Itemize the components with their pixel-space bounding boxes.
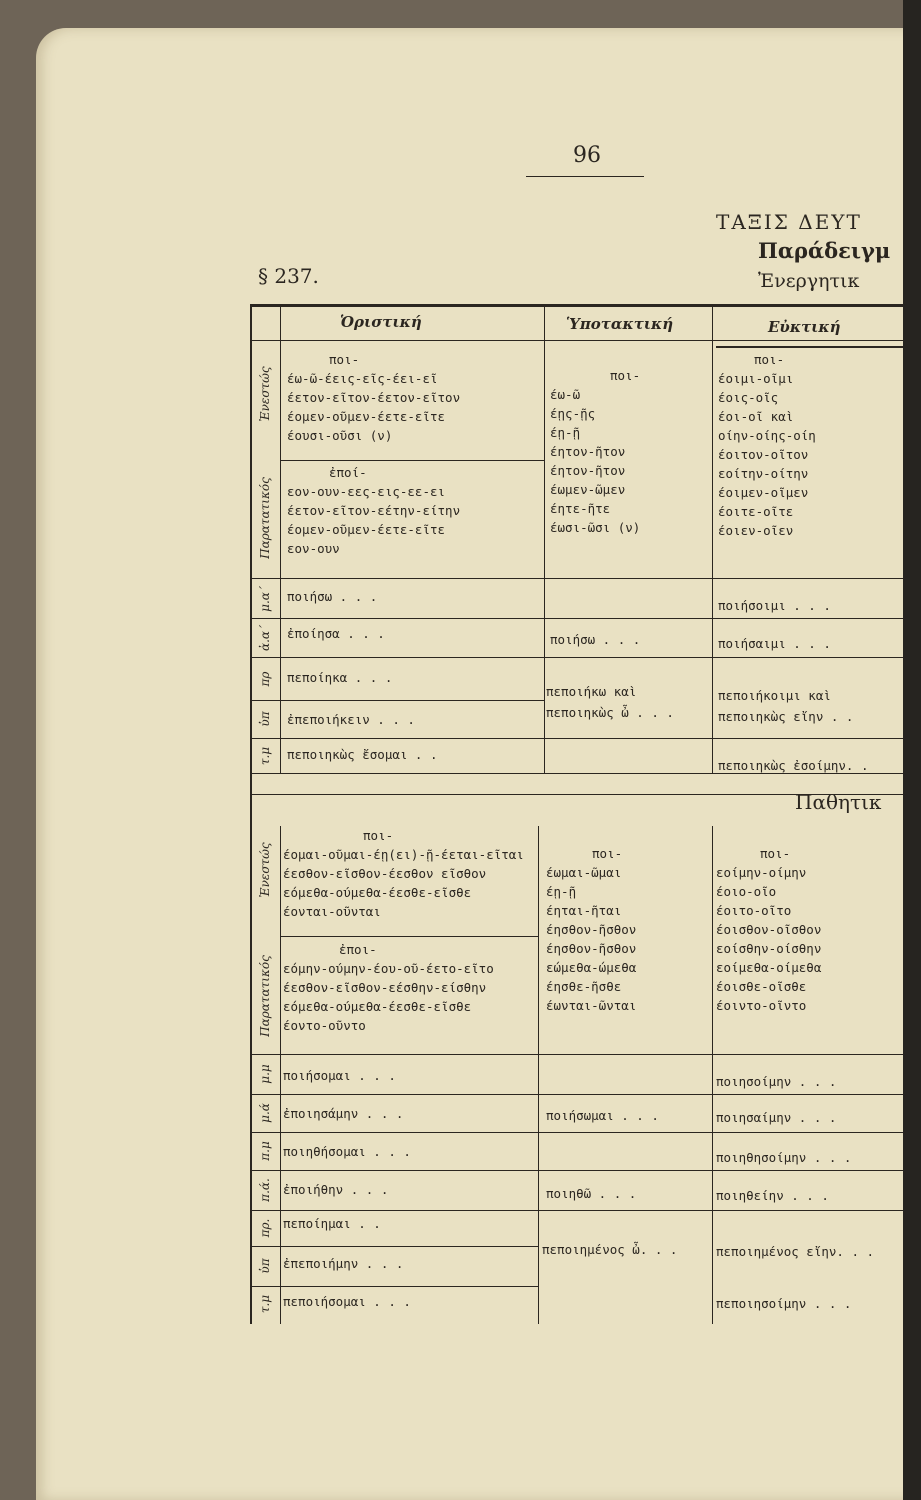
row-label: πρ. [258, 1218, 272, 1238]
row-euktiki: πεποιησοίμην . . . [716, 1296, 852, 1311]
row-oristiki: ἐπεποιήμην . . . [283, 1256, 404, 1271]
passive-ypotaktiki-column-rule [538, 826, 539, 1324]
row-label: μ.ά [258, 1103, 272, 1123]
header-euktiki-rule [716, 346, 903, 348]
row-euktiki: πεποιηκὼς εἴην . . [718, 709, 854, 724]
form-line: εόμεθα-ούμεθα-έεσθε-εῖσθε [283, 885, 472, 900]
form-line: εόμην-ούμην-έου-οῦ-έετο-εῖτο [283, 961, 494, 976]
form-line: έετον-εῖτον-έετον-εῖτον [287, 390, 461, 405]
column-header-oristiki: Ὁριστική [340, 313, 422, 331]
stem: ἐποι- [339, 942, 377, 957]
form-line: έοιτο-οῖτο [716, 903, 792, 918]
row-label: μ.μ [258, 1064, 272, 1084]
row-euktiki: πεποιημένος εἴην. . . [716, 1244, 875, 1259]
form-line: έοιεν-οῖεν [718, 523, 794, 538]
form-line: έεσθον-εῖσθον-εέσθην-είσθην [283, 980, 487, 995]
active-row-rule [250, 657, 903, 658]
row-ypotaktiki: πεποιημένος ὦ. . . [542, 1242, 678, 1257]
passive-label-column-rule [280, 826, 281, 1324]
row-oristiki: ἐποιήθην . . . [283, 1182, 389, 1197]
page-number-rule [526, 176, 644, 177]
row-euktiki: ποιήσοιμι . . . [718, 598, 831, 613]
form-line: έομαι-οῦμαι-έῃ(ει)-ῇ-έεται-εῖται [283, 847, 524, 862]
passive-paratatikos-oristiki [283, 940, 494, 1035]
row-ypotaktiki: πεποιηκὼς ὦ . . . [546, 705, 674, 720]
form-line: έεσθον-εῖσθον-έεσθον εῖσθον [283, 866, 487, 881]
active-enestos-euktiki [718, 350, 816, 540]
row-oristiki: πεποιηκὼς ἔσομαι . . [287, 747, 438, 762]
form-line: έοιο-οῖο [716, 884, 777, 899]
form-line: εόμεθα-ούμεθα-έεσθε-εῖσθε [283, 999, 472, 1014]
active-voice-heading: Ἐνεργητικ [758, 270, 860, 292]
book-spine [903, 0, 921, 1500]
form-line: έοιντο-οῖντο [716, 998, 807, 1013]
row-oristiki: ἐπεποιήκειν . . . [287, 712, 415, 727]
row-label: π.μ [258, 1141, 272, 1161]
enestos-paratatikos-rule [280, 460, 544, 461]
row-euktiki: ποιήσαιμι . . . [718, 636, 831, 651]
active-enestos-oristiki [287, 350, 460, 445]
form-line: έοις-οῖς [718, 390, 779, 405]
label-enestos: Ἐνεστώς [258, 842, 272, 898]
form-line: έητον-ῆτον [550, 463, 626, 478]
form-line: εον-ουν [287, 541, 340, 556]
stem: ποι- [610, 368, 641, 383]
form-line: οίην-οίης-οίη [718, 428, 816, 443]
table-left-rule [250, 304, 252, 1324]
row-oristiki: ἐποίησα . . . [287, 626, 385, 641]
form-line: εοίτην-οίτην [718, 466, 809, 481]
page-number: 96 [573, 143, 601, 168]
passive-row-rule [250, 1246, 538, 1247]
active-row-rule [250, 618, 903, 619]
form-line: έομεν-οῦμεν-έετε-εῖτε [287, 409, 446, 424]
active-row-rule [250, 738, 903, 739]
form-line: έοι-οῖ καὶ [718, 409, 794, 424]
row-oristiki: ποιήσομαι . . . [283, 1068, 396, 1083]
row-label: τ.μ [258, 746, 272, 766]
row-oristiki: ἐποιησάμην . . . [283, 1106, 404, 1121]
form-line: έετον-εῖτον-εέτην-είτην [287, 503, 461, 518]
stem: ἐποί- [329, 465, 367, 480]
form-line: έωσι-ῶσι (ν) [550, 520, 641, 535]
header-bottom-rule [250, 340, 903, 341]
active-ypotaktiki-column-rule [544, 307, 545, 773]
passive-enestos-euktiki [716, 844, 821, 1015]
passive-paradigm-bottom-rule [250, 1054, 903, 1055]
row-ypotaktiki: ποιήσωμαι . . . [546, 1108, 659, 1123]
stem: ποι- [760, 846, 791, 861]
stem: ποι- [329, 352, 360, 367]
column-header-euktiki: Εὐκτική [768, 318, 841, 336]
form-line: έωμαι-ῶμαι [546, 865, 622, 880]
form-line: έητον-ῆτον [550, 444, 626, 459]
row-euktiki: πεποιηκὼς ἐσοίμην. . [718, 758, 869, 773]
row-oristiki: πεποίημαι . . [283, 1216, 381, 1231]
passive-euktiki-column-rule [712, 826, 713, 1324]
form-line: εοίσθην-οίσθην [716, 941, 822, 956]
passive-enestos-ypotaktiki [546, 844, 636, 1015]
active-enestos-ypotaktiki [550, 366, 640, 537]
row-label: πρ [258, 671, 272, 687]
label-paratatikos: Παρατατικός [258, 477, 272, 559]
row-euktiki: ποιησοίμην . . . [716, 1074, 837, 1089]
row-ypotaktiki: ποιηθῶ . . . [546, 1186, 637, 1201]
form-line: έουσι-οῦσι (ν) [287, 428, 393, 443]
form-line: έοιτον-οῖτον [718, 447, 809, 462]
passive-row-rule [250, 1094, 903, 1095]
form-line: εώμεθα-ώμεθα [546, 960, 637, 975]
row-oristiki: πεποιήσομαι . . . [283, 1294, 411, 1309]
row-euktiki: ποιησαίμην . . . [716, 1110, 837, 1125]
form-line: έω-ῶ [550, 387, 581, 402]
form-line: έοισθον-οῖσθον [716, 922, 822, 937]
row-oristiki: ποιήσω . . . [287, 589, 378, 604]
passive-enestos-oristiki [283, 826, 524, 921]
active-paratatikos-oristiki [287, 463, 460, 558]
stem: ποι- [592, 846, 623, 861]
form-line: έησθον-ῆσθον [546, 922, 637, 937]
row-label: ὑπ [258, 711, 272, 727]
row-label: ὑπ [258, 1258, 272, 1274]
form-line: έονται-οῦνται [283, 904, 381, 919]
label-paratatikos: Παρατατικός [258, 955, 272, 1037]
form-line: έωνται-ῶνται [546, 998, 637, 1013]
row-label: τ.μ [258, 1294, 272, 1314]
row-ypotaktiki: ποιήσω . . . [550, 632, 641, 647]
passive-voice-heading: Παθητικ [795, 790, 882, 814]
row-ypotaktiki: πεποιήκω καὶ [546, 684, 637, 699]
row-oristiki: πεποίηκα . . . [287, 670, 393, 685]
form-line: εοίμην-οίμην [716, 865, 807, 880]
stem: ποι- [754, 352, 785, 367]
label-enestos: Ἐνεστώς [258, 366, 272, 422]
form-line: εοίμεθα-οίμεθα [716, 960, 822, 975]
passive-row-rule [250, 1132, 903, 1133]
form-line: έῃ-ῇ [550, 425, 581, 440]
row-euktiki: ποιηθησοίμην . . . [716, 1150, 852, 1165]
section-number: § 237. [258, 264, 319, 288]
passive-row-rule [250, 1170, 903, 1171]
passive-row-rule [250, 1286, 538, 1287]
row-label: π.ά. [258, 1178, 272, 1202]
form-line: έησθε-ῆσθε [546, 979, 622, 994]
row-label: μ.α΄ [258, 586, 272, 612]
row-euktiki: πεποιήκοιμι καὶ [718, 688, 831, 703]
passive-row-rule [250, 1210, 903, 1211]
form-line: έῃς-ῇς [550, 406, 596, 421]
form-line: εον-ουν-εες-εις-εε-ει [287, 484, 446, 499]
form-line: έηται-ῆται [546, 903, 622, 918]
form-line: έοντο-οῦντο [283, 1018, 366, 1033]
paradigm-heading: Παράδειγμ [758, 238, 891, 263]
form-line: έομεν-οῦμεν-έετε-εῖτε [287, 522, 446, 537]
form-line: έοιμεν-οῖμεν [718, 485, 809, 500]
form-line: έῃ-ῇ [546, 884, 577, 899]
form-line: έω-ῶ-έεις-εῖς-έει-εῖ [287, 371, 438, 386]
row-oristiki: ποιηθήσομαι . . . [283, 1144, 411, 1159]
table-top-rule [250, 304, 903, 307]
chapter-heading: ΤΑΞΙΣ ΔΕΥΤ [716, 210, 862, 234]
column-header-ypotaktiki: Ὑποτακτική [566, 315, 674, 333]
active-row-rule [250, 700, 544, 701]
active-label-column-rule [280, 307, 281, 773]
row-euktiki: ποιηθείην . . . [716, 1188, 829, 1203]
form-line: έοιμι-οῖμι [718, 371, 794, 386]
form-line: έησθον-ῆσθον [546, 941, 637, 956]
form-line: έοιτε-οῖτε [718, 504, 794, 519]
active-paradigm-bottom-rule [250, 578, 903, 579]
form-line: έητε-ῆτε [550, 501, 611, 516]
form-line: έωμεν-ῶμεν [550, 482, 626, 497]
stem: ποι- [363, 828, 394, 843]
active-euktiki-column-rule [712, 307, 713, 773]
enestos-paratatikos-rule [280, 936, 538, 937]
row-label: ἀ.α΄ [258, 624, 272, 652]
form-line: έοισθε-οῖσθε [716, 979, 807, 994]
